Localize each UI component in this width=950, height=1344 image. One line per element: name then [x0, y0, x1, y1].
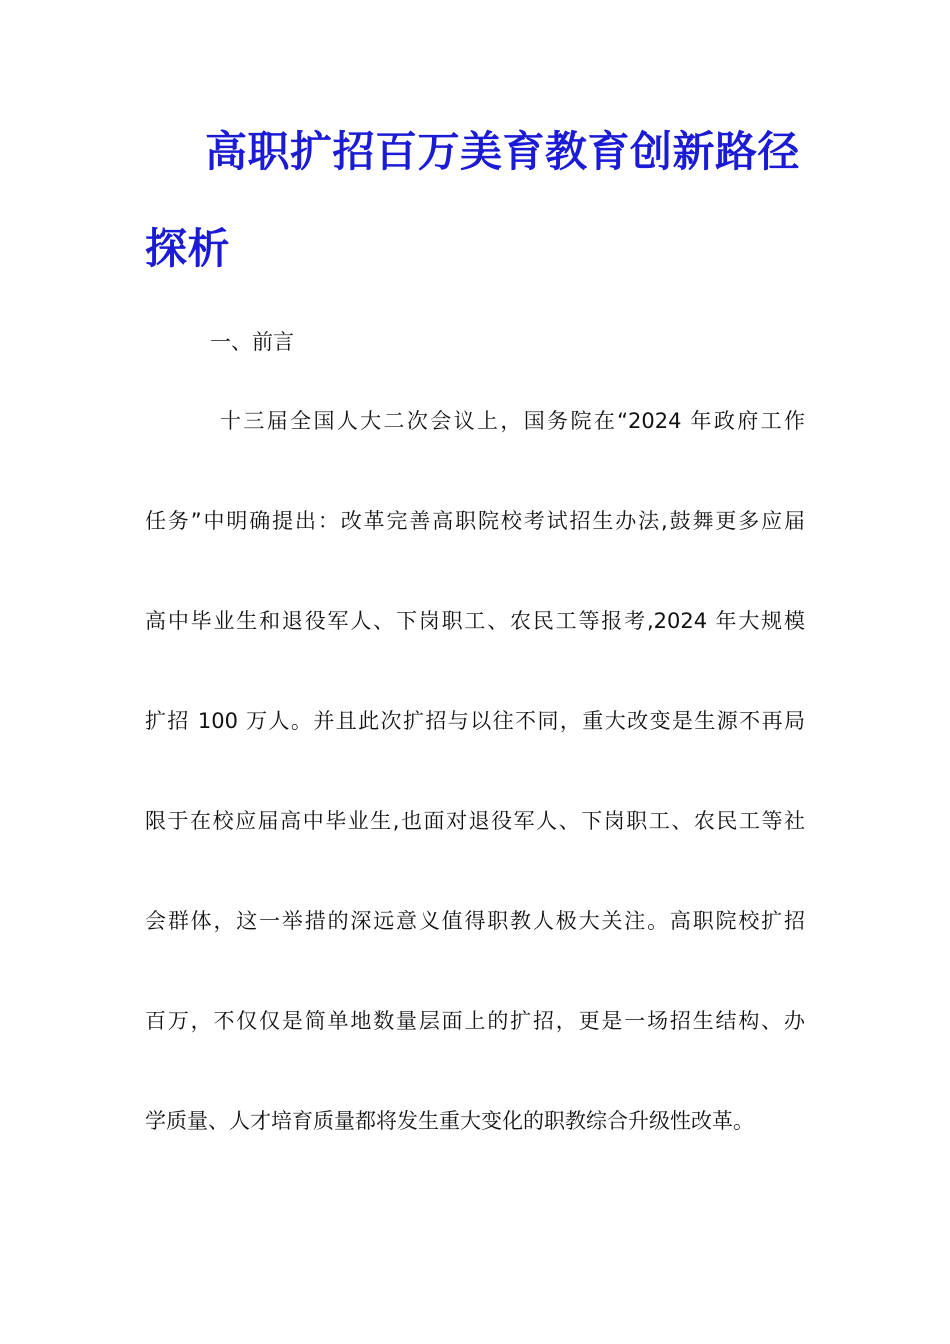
document-title-line-1: 高职扩招百万美育教育创新路径	[205, 127, 801, 176]
section-heading: 一、前言	[210, 330, 294, 354]
paragraph-line-7: 百万，不仅仅是简单地数量层面上的扩招，更是一场招生结构、办	[145, 1009, 805, 1033]
paragraph-line-4: 扩招 100 万人。并且此次扩招与以往不同，重大改变是生源不再局	[145, 709, 805, 733]
paragraph-line-1: 十三届全国人大二次会议上，国务院在“2024 年政府工作	[220, 409, 805, 433]
paragraph-line-6: 会群体，这一举措的深远意义值得职教人极大关注。高职院校扩招	[145, 909, 805, 933]
document-title-line-2: 探析	[145, 224, 231, 273]
paragraph-line-3: 高中毕业生和退役军人、下岗职工、农民工等报考,2024 年大规模	[145, 609, 805, 633]
paragraph-line-8: 学质量、人才培育质量都将发生重大变化的职教综合升级性改革。	[145, 1109, 754, 1133]
paragraph-line-2: 任务”中明确提出：改革完善高职院校考试招生办法,鼓舞更多应届	[145, 509, 805, 533]
paragraph-line-5: 限于在校应届高中毕业生,也面对退役军人、下岗职工、农民工等社	[145, 809, 805, 833]
